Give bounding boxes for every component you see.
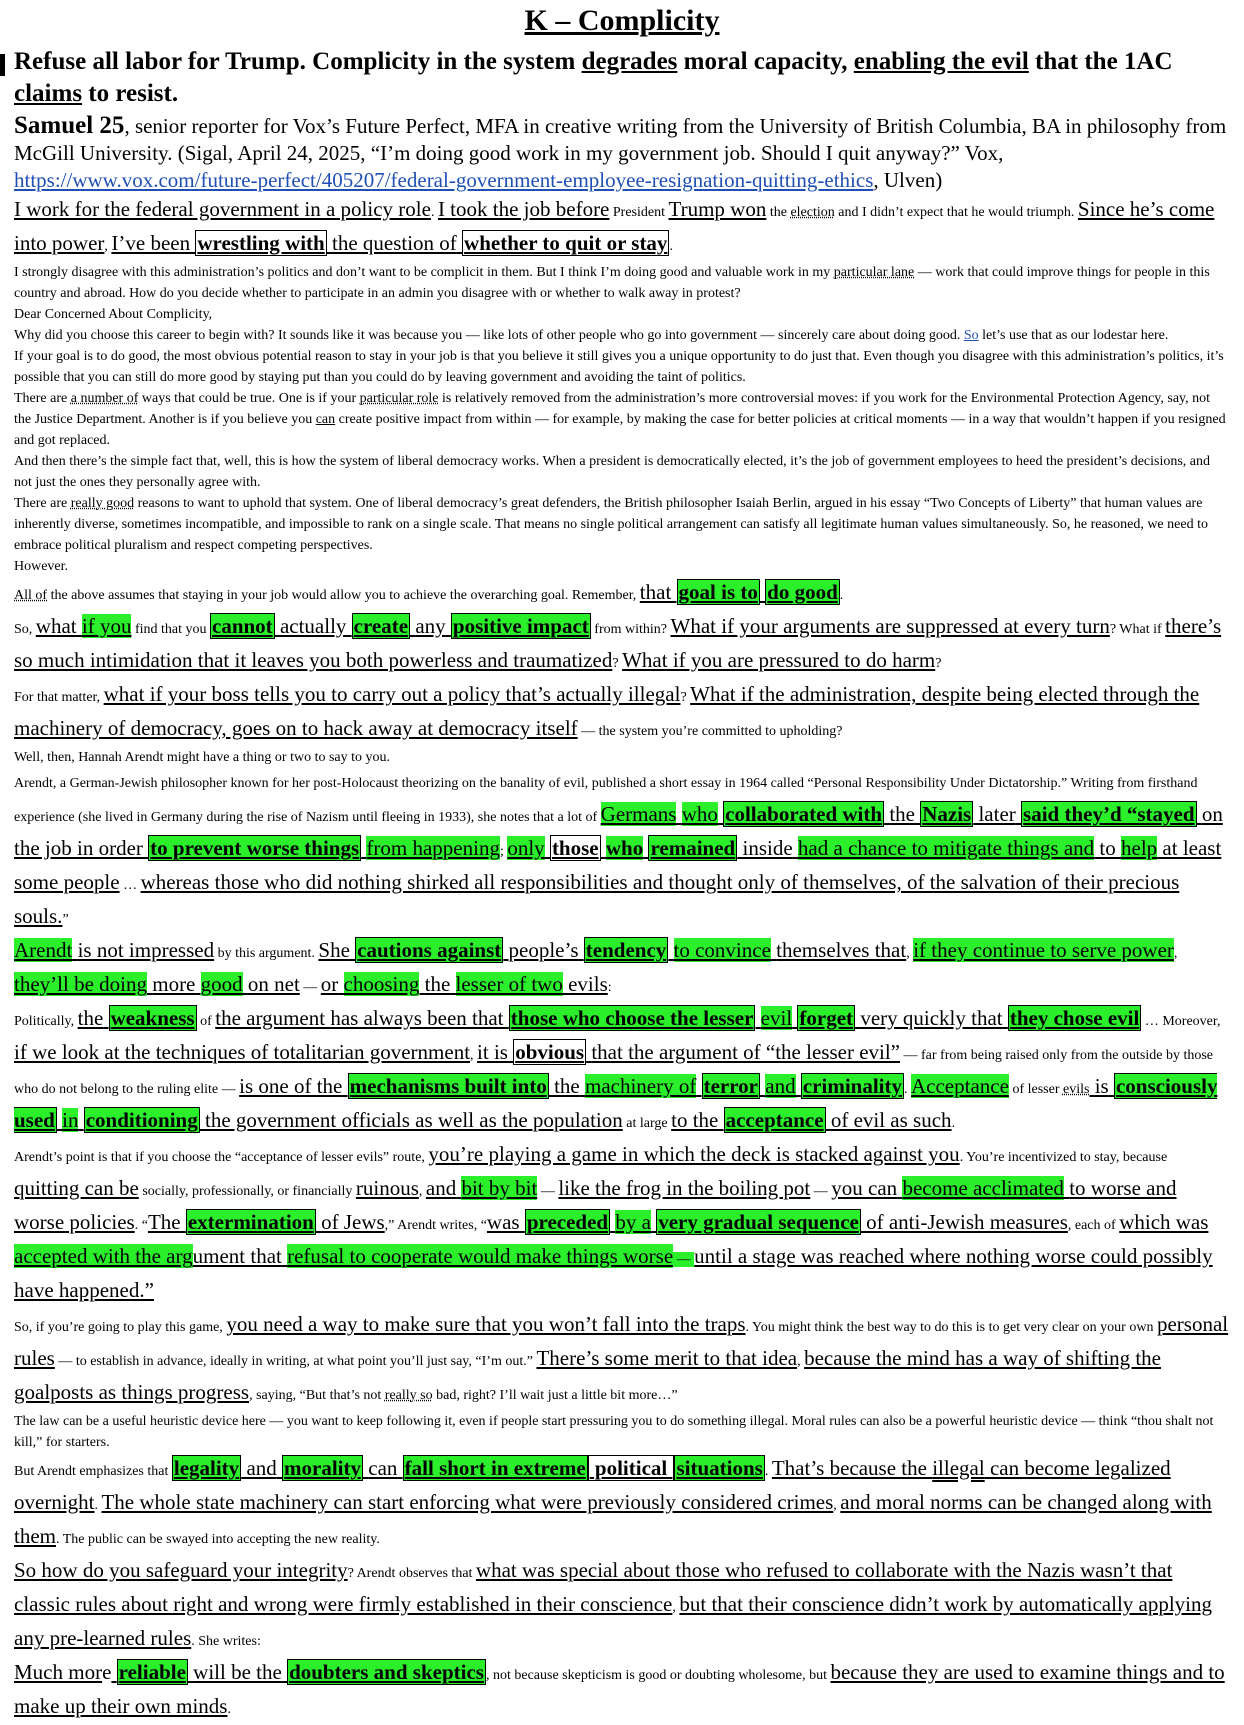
highlighted-text: help	[1121, 836, 1158, 860]
tag-part: that the 1AC	[1028, 48, 1173, 75]
text: , not because skepticism is good or doubting wholesome, but	[485, 1668, 831, 1683]
underlined-text: of Jews	[321, 1210, 385, 1234]
underlined-text	[718, 1108, 723, 1132]
underlined-text: actually	[279, 614, 347, 638]
tag-part: moral capacity,	[677, 48, 854, 75]
highlighted-text: in	[62, 1108, 79, 1132]
text: —	[537, 1184, 559, 1199]
text: evils	[1062, 1082, 1090, 1097]
text: So	[963, 328, 979, 343]
underlined-text: The whole state machinery can start enforcing what were previously considered crimes	[101, 1490, 834, 1514]
underlined-text: That’s because the	[771, 1456, 933, 1480]
underlined-text: Much mor	[14, 1660, 103, 1684]
underlined-text: What if the administration, despite being elected through the machinery of democracy, goes on to hack away at democracy itself	[14, 682, 1200, 740]
evidence-paragraph	[14, 611, 1230, 679]
text: ?	[935, 656, 942, 671]
highlighted-text: tendency	[585, 938, 667, 962]
highlighted-text: those who choose the lesser	[510, 1006, 754, 1030]
text: .	[227, 1702, 231, 1717]
text: …	[119, 878, 141, 893]
underlined-text	[346, 614, 351, 638]
evidence-paragraph	[14, 679, 1230, 747]
highlighted-text: acceptance	[725, 1108, 824, 1132]
highlighted-text: who	[605, 836, 644, 860]
emphasized-text: political	[589, 1456, 673, 1480]
highlighted-text: accepted with the arg	[14, 1244, 193, 1268]
text: of	[196, 1014, 216, 1029]
highlighted-text: do good	[767, 580, 838, 604]
highlighted-text: extermination	[187, 1210, 314, 1234]
underlined-text: the	[554, 1074, 580, 1098]
text: — to establish in advance, ideally in writing, at what point you’ll just say, “I’m out.”	[54, 1354, 537, 1369]
underlined-text: you need a way to make sure that you won’t fall into the traps	[226, 1312, 746, 1336]
underlined-text: the	[889, 802, 915, 826]
emphasized-text: whether to quit or stay	[464, 231, 668, 255]
source-link[interactable]: https://www.vox.com/future-perfect/405207/federal-government-employee-resignation-quitting-ethics	[14, 168, 874, 192]
highlighted-text: collaborated with	[725, 802, 883, 826]
text: ? What if	[1109, 622, 1166, 637]
highlighted-text: forget	[799, 1006, 854, 1030]
small-paragraph	[14, 262, 1230, 304]
underlined-text: but that their conscience didn’t work by automatically applying any pre-learned rules	[14, 1592, 1213, 1650]
underlined-text: I took the job before	[437, 197, 610, 221]
underlined-text: to the	[671, 1108, 719, 1132]
evidence-paragraph	[14, 1139, 1230, 1309]
text: But Arendt emphasizes that	[14, 1464, 172, 1479]
text: … Moreover,	[1141, 1014, 1221, 1029]
text: —	[810, 1184, 832, 1199]
text: ?	[612, 656, 623, 671]
text: So, if you’re going to play this game,	[14, 1320, 227, 1335]
underlined-text: what if your boss tells you to carry out a policy that’s actually illegal	[103, 682, 681, 706]
highlighted-text: only	[507, 836, 545, 860]
evidence-paragraph	[14, 935, 1230, 1003]
underlined-text: like the frog in the boiling pot	[558, 1176, 811, 1200]
text: e	[102, 1660, 112, 1684]
text: .	[669, 239, 673, 254]
underlined-text	[755, 1006, 760, 1030]
underlined-text: people’s	[508, 938, 579, 962]
highlighted-text: Germans	[600, 802, 677, 826]
highlighted-text: mechanisms built into	[349, 1074, 547, 1098]
highlighted-text: lesser of two	[455, 972, 563, 996]
emphasized-text: obvious	[515, 1040, 585, 1064]
text: reasons to want to uphold that system. One of liberal democracy’s great defenders, the British philosopher Isaiah Berlin, argued in his essay “Two Concepts of Liberty” that human values are inherently diverse, sometimes incompatible, and impossible to rank on a single scale. That means no single political arrangement can satisfy all legitimate human values simultaneously. So, he reasoned, we need to embrace political pluralism and respect competing perspectives.	[14, 496, 1208, 553]
underlined-text: at least some people	[14, 836, 1222, 894]
highlighted-text: evil	[760, 1006, 793, 1030]
underlined-text: on the job in order	[14, 802, 1223, 860]
text: election	[790, 205, 835, 220]
text: . “	[134, 1218, 148, 1233]
text: .	[951, 1116, 956, 1131]
text: I strongly disagree with this administration’s politics and don’t want to be complicit in them. But I think I’m doing good and valuable work in my	[14, 265, 834, 280]
text: ,	[797, 1354, 805, 1369]
underlined-text: or	[320, 972, 339, 996]
underlined-text: quitting can be	[14, 1176, 139, 1200]
highlighted-text: consciously used	[14, 1074, 1218, 1132]
text: .	[839, 588, 844, 603]
underlined-text: until a stage was reached where nothing worse could possibly have happened.”	[14, 1244, 1213, 1302]
underlined-text	[696, 1074, 701, 1098]
highlighted-text: by a	[615, 1210, 651, 1234]
text: — far from being raised only from the outside by those who do not belong to the ruling elite —	[14, 1048, 1213, 1097]
underlined-text: it is	[477, 1040, 508, 1064]
highlighted-text: from happening	[366, 836, 500, 860]
evidence-paragraph	[14, 577, 1230, 611]
text: ,	[672, 1600, 680, 1615]
underlined-text	[195, 972, 200, 996]
underlined-text	[397, 1456, 402, 1480]
evidence-paragraph	[14, 1453, 1230, 1555]
underlined-text: on net	[247, 972, 300, 996]
text: ”	[62, 912, 69, 927]
underlined-text: whereas those who did nothing shirked all responsibilities and thought only of themselves, of the salvation of their precious souls.	[14, 870, 1180, 928]
highlighted-text: legality	[173, 1456, 240, 1480]
text: . You’re incentivized to stay, because	[959, 1150, 1168, 1165]
highlighted-text: if you	[81, 614, 132, 638]
highlighted-text: very gradual sequence	[658, 1210, 859, 1234]
highlighted-text: —	[673, 1252, 695, 1267]
text: of lesser	[1008, 1082, 1063, 1097]
highlighted-text: cannot	[212, 614, 273, 638]
tag-underlined: degrades	[581, 48, 678, 75]
underlined-text: I work for the federal government in a policy role	[14, 197, 431, 221]
underlined-text: evils	[568, 972, 608, 996]
text: and I didn’t expect that he would triumph.	[834, 205, 1078, 220]
text: ?	[680, 690, 691, 705]
underlined-text: and	[246, 1456, 277, 1480]
underlined-text: What if your arguments are suppressed at every turn	[670, 614, 1110, 638]
highlighted-text: goal is to	[678, 580, 758, 604]
highlighted-text: terror	[703, 1074, 759, 1098]
underlined-text: to	[1094, 836, 1122, 860]
text: really good	[70, 496, 135, 511]
text: at large	[622, 1116, 672, 1131]
text: .	[430, 205, 438, 220]
cite-author: Samuel 25	[14, 112, 125, 139]
underlined-text: and	[425, 1176, 457, 1200]
highlighted-text: they chose evil	[1009, 1006, 1140, 1030]
underlined-text: the	[424, 972, 451, 996]
highlighted-text: who	[681, 802, 718, 826]
underlined-text: was	[486, 1210, 520, 1234]
text: let’s use that as our lodestar here.	[978, 328, 1169, 343]
text: ,	[906, 946, 914, 961]
text: There are	[14, 391, 71, 406]
underlined-text: of evil as such	[830, 1108, 952, 1132]
small-paragraph	[14, 325, 1230, 346]
tag-part: Refuse all labor for Trump. Complicity in the system	[14, 48, 582, 75]
citation	[14, 112, 1230, 194]
underlined-text	[450, 972, 455, 996]
underlined-text: which was	[1119, 1210, 1209, 1234]
underlined-text: is	[1094, 1074, 1109, 1098]
text: ,	[104, 239, 112, 254]
underlined-text	[676, 802, 681, 826]
underlined-text: to worse and worse policies	[14, 1176, 1177, 1234]
evidence-paragraph	[14, 768, 1230, 935]
text: socially, professionally, or financially	[138, 1184, 356, 1199]
highlighted-text: cautions against	[357, 938, 502, 962]
underlined-text: because the mind has a way of shifting the goalposts as things progress	[14, 1346, 1162, 1404]
underlined-text: you can	[831, 1176, 898, 1200]
underlined-text: and moral norms can be changed along with them	[14, 1490, 1212, 1548]
underlined-text: themselves that	[776, 938, 907, 962]
underlined-text	[342, 1074, 347, 1098]
evidence-paragraph	[14, 1309, 1230, 1411]
highlighted-text: Acceptance	[911, 1074, 1009, 1098]
highlighted-text: they’ll be doing	[14, 972, 147, 996]
card-tag	[14, 46, 1230, 110]
underlined-text: the	[77, 1006, 104, 1030]
text: bad, right? I’ll wait just a little bit more…”	[432, 1388, 678, 1403]
small-paragraph: And then there’s the simple fact that, well, this is how the system of liberal democracy works. When a president is democratically elected, it’s the job of government employees to heed the president’s decisions, and not just the ones they personally agree with.	[14, 454, 1211, 490]
text: , each of	[1067, 1218, 1120, 1233]
underlined-text: can become legalized overnight	[14, 1456, 1171, 1514]
text: ,	[1173, 946, 1178, 961]
text: . You might think the best way to do this is to get very clear on your own	[745, 1320, 1157, 1335]
highlighted-text: criminality	[802, 1074, 902, 1098]
underlined-text	[579, 938, 584, 962]
highlighted-text: good	[200, 972, 243, 996]
highlighted-text: preceded	[526, 1210, 609, 1234]
text: ;	[499, 844, 508, 859]
small-paragraph	[14, 388, 1230, 451]
underlined-text: the argument has always been that	[215, 1006, 504, 1030]
text: the	[766, 205, 791, 220]
highlighted-text: create	[353, 614, 409, 638]
tag-bar	[0, 54, 5, 76]
evidence-paragraph	[14, 1003, 1230, 1139]
text: For that matter,	[14, 690, 104, 705]
underlined-text: the government officials as well as the population	[205, 1108, 623, 1132]
emphasized-text: wrestling with	[197, 231, 325, 255]
underlined-text: what was special about those who refused to collaborate with the Nazis wasn’t that classic rules about right and wrong were firmly established in their conscience	[14, 1558, 1173, 1616]
text: the above assumes that staying in your job would allow you to achieve the overarching goal. Remember,	[47, 588, 640, 603]
highlighted-text: reliable	[118, 1660, 186, 1684]
underlined-text: Since he’s come into power	[14, 197, 1215, 255]
underlined-text: very quickly that	[860, 1006, 1003, 1030]
underlined-text: So how do you safeguard your integrity	[14, 1558, 348, 1582]
underlined-text: that	[639, 580, 677, 604]
text: —	[299, 980, 321, 995]
text: Politically,	[14, 1014, 78, 1029]
underlined-text: inside	[742, 836, 793, 860]
underlined-text: any	[415, 614, 446, 638]
underlined-text: The	[147, 1210, 181, 1234]
underlined-text	[504, 1006, 509, 1030]
underlined-text: of anti-Jewish measures	[866, 1210, 1068, 1234]
text: All of	[14, 588, 48, 603]
highlighted-text: doubters and skeptics	[289, 1660, 484, 1684]
cite-text: , senior reporter for Vox’s Future Perfect, MFA in creative writing from the University of British Columbia, BA in philosophy from McGill University. (Sigal, April 24, 2025, “I’m doing good work in my government job. Should I quit anyway?” Vox,	[14, 114, 1227, 165]
emphasized-text: those	[551, 836, 599, 860]
text: by this argument.	[214, 946, 319, 961]
highlighted-text: positive impact	[452, 614, 589, 638]
underlined-text: can	[368, 1456, 398, 1480]
highlighted-text: conditioning	[85, 1108, 198, 1132]
highlighted-text: bit by bit	[461, 1176, 538, 1200]
text: Arendt, a German-Jewish philosopher known for her post-Holocaust theorizing on the banality of evil, published a short essay in 1964 called “Personal Responsibility Under Dictatorship.” Writing from firsthand experience (she lived in Germany during the rise of Nazism until fleeing in 1933), she notes that a lot of	[14, 776, 1198, 825]
text: particular role	[359, 391, 439, 406]
underlined-text	[668, 938, 673, 962]
small-paragraph: However.	[14, 559, 69, 574]
underlined-text: what	[35, 614, 82, 638]
text: really so	[384, 1388, 433, 1403]
highlighted-text: machinery of	[584, 1074, 697, 1098]
highlighted-text: remained	[650, 836, 736, 860]
text: So,	[14, 622, 36, 637]
text: , saying, “But that’s not	[249, 1388, 385, 1403]
underlined-text: is one of the	[239, 1074, 343, 1098]
underlined-text	[78, 1108, 83, 1132]
small-paragraph: Well, then, Hannah Arendt might have a thing or two to say to you.	[14, 750, 391, 765]
underlined-text: Trump won	[668, 197, 767, 221]
highlighted-text: become acclimated	[902, 1176, 1064, 1200]
underlined-text: personal rules	[14, 1312, 1229, 1370]
text: particular lane	[833, 265, 915, 280]
underlined-text: if we look at the techniques of totalitarian government	[14, 1040, 471, 1064]
evidence-paragraph	[14, 1657, 1230, 1725]
highlighted-text: choosing	[343, 972, 420, 996]
text: There are	[14, 496, 71, 511]
underlined-text: you’re playing a game in which the deck is stacked against you	[428, 1142, 960, 1166]
text: ,” Arendt writes, “	[384, 1218, 487, 1233]
text: .	[94, 1498, 102, 1513]
text: ,	[418, 1184, 426, 1199]
text: Arendt’s point is that if you choose the “acceptance of lesser evils” route,	[14, 1150, 429, 1165]
small-paragraph: Dear Concerned About Complicity,	[14, 307, 213, 322]
underlined-text: more	[152, 972, 196, 996]
text: — work that could improve things for people in this country and abroad. How do you decide whether to participate in an admin you disagree with or whether to walk away in protest?	[14, 265, 1210, 301]
highlighted-text: refusal to cooperate would make things worse	[287, 1244, 674, 1268]
text: ,	[470, 1048, 478, 1063]
text: — the system you’re committed to upholding?	[577, 724, 843, 739]
highlighted-text: fall short in extreme	[404, 1456, 586, 1480]
underlined-text: the question of	[331, 231, 457, 255]
underlined-text: ruinous	[355, 1176, 419, 1200]
text: a number of	[70, 391, 139, 406]
highlighted-text: said they’d “stayed	[1023, 802, 1195, 826]
underlined-text: will be the	[193, 1660, 282, 1684]
text: .	[764, 1464, 772, 1479]
highlighted-text: Nazis	[922, 802, 972, 826]
underlined-text: because they are used to examine things and to make up their own minds	[14, 1660, 1225, 1718]
highlighted-text: to prevent worse things	[150, 836, 360, 860]
highlighted-text: if they continue to serve power	[913, 938, 1174, 962]
highlighted-text: morality	[284, 1456, 361, 1480]
text: find that you	[131, 622, 210, 637]
text: is relatively removed from the administration’s more controversial moves: if you work for the Environmental Protection Agency, say, not the Justice Department. Another is if you believe you	[14, 391, 1211, 427]
small-paragraph: The law can be a useful heuristic device here — you want to keep following it, even if people start pressuring you to do something illegal. Moral rules can also be a powerful heuristic device — think “thou shalt not kill,” for starters.	[14, 1414, 1214, 1450]
underlined-text: is not impressed	[77, 938, 215, 962]
evidence-paragraph	[14, 194, 1230, 262]
page-title: K – Complicity	[524, 4, 720, 37]
highlighted-text: situations	[676, 1456, 763, 1480]
underlined-text: there’s so much intimidation that it leaves you both powerless and traumatized	[14, 614, 1222, 672]
underlined-text: later	[978, 802, 1016, 826]
underlined-text: that the argument of “the lesser evil”	[591, 1040, 901, 1064]
underlined-text: She	[318, 938, 350, 962]
text: can	[315, 412, 336, 427]
underlined-text: illegal	[932, 1456, 985, 1480]
text: . The public can be swayed into accepting the new reality.	[56, 1532, 380, 1547]
highlighted-text: to convince	[673, 938, 771, 962]
underlined-text	[103, 1006, 108, 1030]
tag-underlined: enabling the evil	[853, 48, 1029, 75]
text: ways that could be true. One is if your	[138, 391, 360, 406]
highlighted-text: and	[765, 1074, 796, 1098]
text: .	[904, 1082, 911, 1097]
text: . She writes:	[191, 1634, 261, 1649]
highlighted-text: had a chance to mitigate things and	[797, 836, 1095, 860]
text: ? Arendt observes that	[347, 1566, 476, 1581]
text: create positive impact from within — for example, by making the case for better policies at critical moments — in a way that wouldn’t happen if you resigned and got replaced.	[14, 412, 1226, 448]
underlined-text: ument that	[192, 1244, 282, 1268]
text: from within?	[590, 622, 671, 637]
underlined-text: There’s some merit to that idea	[536, 1346, 798, 1370]
text: :	[607, 980, 612, 995]
small-paragraph	[14, 493, 1230, 556]
tag-underlined: claims	[14, 80, 83, 107]
highlighted-text: Arendt	[14, 938, 73, 962]
cite-text: , Ulven)	[873, 168, 943, 192]
underlined-text: What if you are pressured to do harm	[622, 648, 936, 672]
underlined-text	[111, 1660, 116, 1684]
text: Why did you choose this career to begin with? It sounds like it was because you — like lots of other people who go into government — sincerely care about doing good.	[14, 328, 964, 343]
text: ,	[833, 1498, 841, 1513]
highlighted-text: weakness	[110, 1006, 195, 1030]
underlined-text: I’ve been	[111, 231, 196, 255]
small-paragraph: If your goal is to do good, the most obvious potential reason to stay in your job is that you believe it still gives you a unique opportunity to do just that. Even though you disagree with this administration’s politics, it’s possible that you can still do more good by staying put than you could do by leaving government and avoiding the taint of politics.	[14, 349, 1224, 385]
evidence-paragraph	[14, 1555, 1230, 1657]
text: President	[609, 205, 669, 220]
tag-part: to resist.	[82, 80, 179, 107]
underlined-text	[338, 972, 343, 996]
